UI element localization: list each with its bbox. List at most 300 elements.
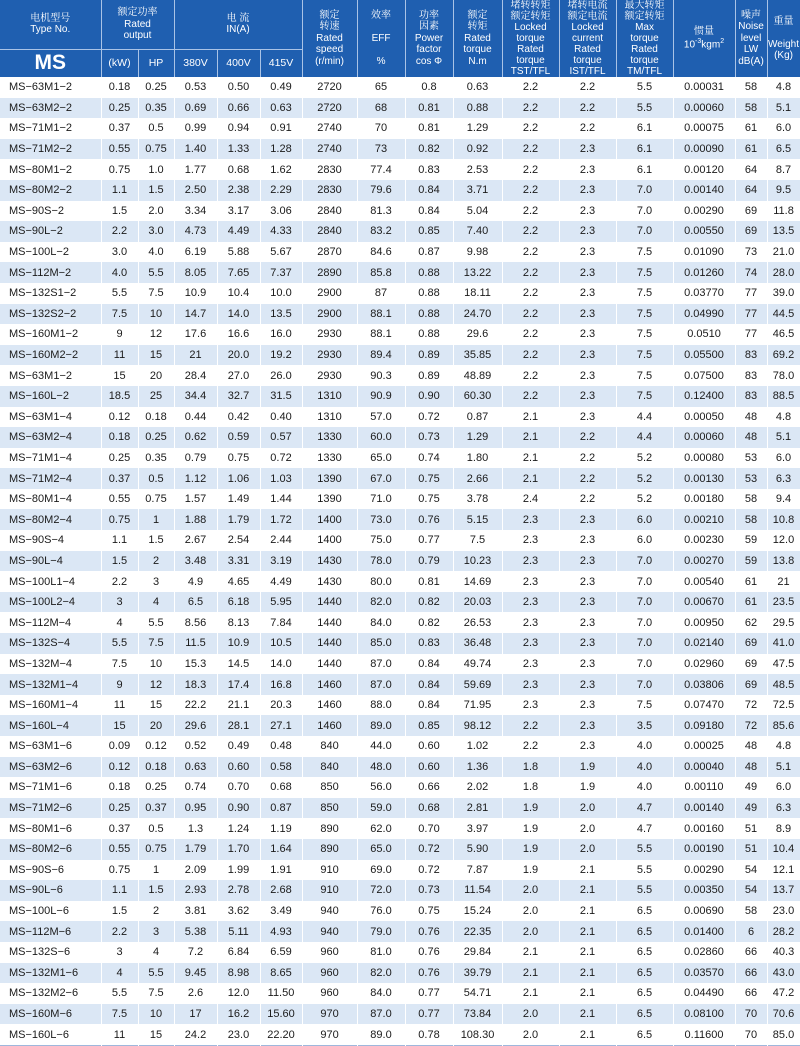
value-cell: 49	[735, 798, 767, 819]
value-cell: 1.3	[174, 818, 217, 839]
value-cell: 61	[735, 571, 767, 592]
value-cell: 0.00190	[673, 839, 735, 860]
value-cell: 25	[138, 386, 174, 407]
value-cell: 10.0	[260, 283, 302, 304]
value-cell: 4.0	[616, 757, 673, 778]
value-cell: 2.3	[559, 509, 616, 530]
value-cell: 1.02	[453, 736, 502, 757]
value-cell: 0.37	[101, 118, 138, 139]
value-cell: 2.2	[502, 345, 559, 366]
model-cell: MS−100L1−4	[0, 571, 101, 592]
value-cell: 0.77	[405, 530, 453, 551]
value-cell: 0.5	[138, 118, 174, 139]
value-cell: 2.3	[502, 633, 559, 654]
value-cell: 0.85	[405, 715, 453, 736]
value-cell: 8.56	[174, 612, 217, 633]
value-cell: 6.0	[616, 530, 673, 551]
value-cell: 6.1	[616, 118, 673, 139]
power-header: 额定功率 Rated output	[101, 0, 174, 49]
value-cell: 1.79	[217, 509, 260, 530]
value-cell: 40.3	[767, 942, 800, 963]
value-cell: 21.1	[217, 695, 260, 716]
value-cell: 2.2	[559, 468, 616, 489]
value-cell: 0.02960	[673, 654, 735, 675]
value-cell: 2.1	[502, 448, 559, 469]
model-cell: MS−63M1−6	[0, 736, 101, 757]
value-cell: 2.2	[101, 221, 138, 242]
value-cell: 13.5	[260, 304, 302, 325]
value-cell: 7.65	[217, 262, 260, 283]
value-cell: 0.59	[217, 427, 260, 448]
value-cell: 48.0	[357, 757, 405, 778]
value-cell: 0.83	[405, 633, 453, 654]
value-cell: 2.3	[502, 530, 559, 551]
value-cell: 65.0	[357, 839, 405, 860]
value-cell: 1.1	[101, 530, 138, 551]
value-cell: 21	[767, 571, 800, 592]
value-cell: 7.5	[453, 530, 502, 551]
model-cell: MS−80M2−6	[0, 839, 101, 860]
value-cell: 5.1	[767, 98, 800, 119]
value-cell: 87.0	[357, 1004, 405, 1025]
value-cell: 0.81	[405, 118, 453, 139]
value-cell: 1.9	[502, 860, 559, 881]
value-cell: 0.25	[101, 798, 138, 819]
value-cell: 0.07470	[673, 695, 735, 716]
value-cell: 28.2	[767, 921, 800, 942]
value-cell: 14.0	[260, 654, 302, 675]
model-cell: MS−63M2−6	[0, 757, 101, 778]
value-cell: 73.84	[453, 1004, 502, 1025]
value-cell: 5.67	[260, 242, 302, 263]
value-cell: 7.5	[616, 345, 673, 366]
value-cell: 5.2	[616, 489, 673, 510]
value-cell: 0.01260	[673, 262, 735, 283]
value-cell: 2740	[302, 118, 357, 139]
model-cell: MS−63M2−2	[0, 98, 101, 119]
value-cell: 7.0	[616, 571, 673, 592]
value-cell: 2.44	[260, 530, 302, 551]
value-cell: 0.00025	[673, 736, 735, 757]
value-cell: 2.38	[217, 180, 260, 201]
table-row	[0, 860, 800, 881]
value-cell: 6	[735, 921, 767, 942]
value-cell: 6.1	[616, 159, 673, 180]
unit-kw: (kW)	[101, 49, 138, 77]
table-row	[0, 427, 800, 448]
value-cell: 2.1	[559, 921, 616, 942]
value-cell: 6.5	[616, 983, 673, 1004]
value-cell: 54.71	[453, 983, 502, 1004]
value-cell: 1390	[302, 468, 357, 489]
value-cell: 0.75	[405, 489, 453, 510]
table-row	[0, 407, 800, 428]
value-cell: 2.3	[502, 509, 559, 530]
value-cell: 0.03806	[673, 674, 735, 695]
value-cell: 0.76	[405, 942, 453, 963]
value-cell: 0.00290	[673, 860, 735, 881]
value-cell: 1440	[302, 592, 357, 613]
value-cell: 2.3	[502, 654, 559, 675]
value-cell: 29.6	[453, 324, 502, 345]
value-cell: 79.0	[357, 921, 405, 942]
value-cell: 1.5	[138, 180, 174, 201]
value-cell: 4.0	[616, 777, 673, 798]
value-cell: 48	[735, 407, 767, 428]
value-cell: 3.78	[453, 489, 502, 510]
value-cell: 7.5	[138, 283, 174, 304]
value-cell: 8.9	[767, 818, 800, 839]
value-cell: 4.8	[767, 736, 800, 757]
value-cell: 0.75	[138, 139, 174, 160]
value-cell: 0.12	[138, 736, 174, 757]
value-cell: 4.9	[174, 571, 217, 592]
value-cell: 0.02860	[673, 942, 735, 963]
value-cell: 0.89	[405, 345, 453, 366]
value-cell: 3.49	[260, 901, 302, 922]
value-cell: 89.4	[357, 345, 405, 366]
value-cell: 0.37	[101, 818, 138, 839]
value-cell: 5.1	[767, 757, 800, 778]
value-cell: 2.2	[559, 98, 616, 119]
value-cell: 0.25	[101, 98, 138, 119]
model-cell: MS−80M1−2	[0, 159, 101, 180]
value-cell: 1.8	[502, 777, 559, 798]
value-cell: 2.29	[260, 180, 302, 201]
value-cell: 6.5	[767, 139, 800, 160]
model-cell: MS−63M1−4	[0, 407, 101, 428]
model-cell: MS−71M1−6	[0, 777, 101, 798]
value-cell: 0.74	[405, 448, 453, 469]
value-cell: 76.0	[357, 901, 405, 922]
value-cell: 0.25	[138, 777, 174, 798]
value-cell: 0.00180	[673, 489, 735, 510]
model-cell: MS−100L−2	[0, 242, 101, 263]
value-cell: 12.0	[767, 530, 800, 551]
power-factor-header: 功率 因素 Power factor cos Φ	[405, 0, 453, 77]
value-cell: 2.0	[502, 1004, 559, 1025]
value-cell: 58	[735, 489, 767, 510]
value-cell: 0.09	[101, 736, 138, 757]
value-cell: 22.2	[174, 695, 217, 716]
value-cell: 2.1	[502, 983, 559, 1004]
value-cell: 24.70	[453, 304, 502, 325]
value-cell: 2.2	[502, 242, 559, 263]
value-cell: 2	[138, 551, 174, 572]
value-cell: 14.0	[217, 304, 260, 325]
model-cell: MS−80M1−6	[0, 818, 101, 839]
value-cell: 7.37	[260, 262, 302, 283]
value-cell: 6.3	[767, 798, 800, 819]
value-cell: 108.30	[453, 1024, 502, 1045]
value-cell: 1330	[302, 427, 357, 448]
value-cell: 0.66	[405, 777, 453, 798]
value-cell: 23.0	[767, 901, 800, 922]
unit-400v: 400V	[217, 49, 260, 77]
value-cell: 16.0	[260, 324, 302, 345]
value-cell: 4.49	[260, 571, 302, 592]
value-cell: 0.12	[101, 407, 138, 428]
value-cell: 0.00950	[673, 612, 735, 633]
value-cell: 10	[138, 654, 174, 675]
value-cell: 1430	[302, 551, 357, 572]
model-cell: MS−160L−4	[0, 715, 101, 736]
value-cell: 0.01090	[673, 242, 735, 263]
value-cell: 2.1	[559, 963, 616, 984]
model-cell: MS−71M1−2	[0, 118, 101, 139]
value-cell: 2.1	[559, 901, 616, 922]
table-row	[0, 530, 800, 551]
value-cell: 56.0	[357, 777, 405, 798]
value-cell: 0.0510	[673, 324, 735, 345]
value-cell: 73	[735, 242, 767, 263]
value-cell: 6.5	[174, 592, 217, 613]
value-cell: 8.7	[767, 159, 800, 180]
value-cell: 2.2	[101, 921, 138, 942]
value-cell: 2.3	[559, 365, 616, 386]
value-cell: 3.5	[616, 715, 673, 736]
value-cell: 2.3	[559, 221, 616, 242]
value-cell: 0.63	[174, 757, 217, 778]
value-cell: 13.7	[767, 880, 800, 901]
value-cell: 69	[735, 654, 767, 675]
value-cell: 35.85	[453, 345, 502, 366]
value-cell: 2.1	[502, 468, 559, 489]
value-cell: 2900	[302, 283, 357, 304]
value-cell: 2.1	[502, 427, 559, 448]
value-cell: 6.5	[616, 901, 673, 922]
value-cell: 24.2	[174, 1024, 217, 1045]
value-cell: 2840	[302, 201, 357, 222]
value-cell: 2.3	[559, 262, 616, 283]
model-cell: MS−160M−6	[0, 1004, 101, 1025]
value-cell: 57.0	[357, 407, 405, 428]
value-cell: 2.53	[453, 159, 502, 180]
value-cell: 28.1	[217, 715, 260, 736]
value-cell: 79.6	[357, 180, 405, 201]
value-cell: 0.00350	[673, 880, 735, 901]
value-cell: 0.99	[174, 118, 217, 139]
value-cell: 73	[357, 139, 405, 160]
value-cell: 66	[735, 983, 767, 1004]
value-cell: 0.00075	[673, 118, 735, 139]
torque-header: 额定 转矩 Rated torque N.m	[453, 0, 502, 77]
value-cell: 0.01400	[673, 921, 735, 942]
value-cell: 60.30	[453, 386, 502, 407]
value-cell: 3.62	[217, 901, 260, 922]
value-cell: 2870	[302, 242, 357, 263]
value-cell: 0.50	[217, 77, 260, 98]
value-cell: 47.5	[767, 654, 800, 675]
value-cell: 2.3	[559, 571, 616, 592]
value-cell: 10.4	[217, 283, 260, 304]
efficiency-header: 效率 EFF %	[357, 0, 405, 77]
value-cell: 0.84	[405, 180, 453, 201]
value-cell: 1	[138, 509, 174, 530]
value-cell: 0.89	[405, 365, 453, 386]
value-cell: 7.0	[616, 180, 673, 201]
value-cell: 65.0	[357, 448, 405, 469]
value-cell: 5.90	[453, 839, 502, 860]
value-cell: 0.04490	[673, 983, 735, 1004]
value-cell: 18.5	[101, 386, 138, 407]
value-cell: 20.03	[453, 592, 502, 613]
value-cell: 1.5	[138, 530, 174, 551]
value-cell: 0.37	[101, 468, 138, 489]
value-cell: 0.72	[405, 860, 453, 881]
value-cell: 0.5	[138, 818, 174, 839]
value-cell: 15	[101, 365, 138, 386]
model-cell: MS−100L−6	[0, 901, 101, 922]
value-cell: 5.15	[453, 509, 502, 530]
value-cell: 3.19	[260, 551, 302, 572]
value-cell: 13.5	[767, 221, 800, 242]
value-cell: 0.87	[405, 242, 453, 263]
value-cell: 2.0	[502, 1024, 559, 1045]
value-cell: 0.81	[405, 571, 453, 592]
current-header: 电 流 IN(A)	[174, 0, 302, 49]
value-cell: 0.00160	[673, 818, 735, 839]
locked-torque-header: 堵转转矩 额定转矩 Locked torque Rated torque TST/TFL	[502, 0, 559, 77]
value-cell: 0.00130	[673, 468, 735, 489]
value-cell: 71.0	[357, 489, 405, 510]
value-cell: 0.88	[405, 283, 453, 304]
value-cell: 2.0	[559, 798, 616, 819]
value-cell: 1310	[302, 407, 357, 428]
table-row	[0, 942, 800, 963]
model-cell: MS−160M2−2	[0, 345, 101, 366]
table-row	[0, 118, 800, 139]
value-cell: 69.2	[767, 345, 800, 366]
value-cell: 2840	[302, 221, 357, 242]
table-row	[0, 159, 800, 180]
value-cell: 1.33	[217, 139, 260, 160]
value-cell: 2.2	[559, 427, 616, 448]
value-cell: 7.0	[616, 592, 673, 613]
value-cell: 87.0	[357, 654, 405, 675]
table-row	[0, 283, 800, 304]
value-cell: 7.5	[616, 262, 673, 283]
value-cell: 2.2	[502, 180, 559, 201]
model-cell: MS−132S−4	[0, 633, 101, 654]
value-cell: 0.82	[405, 592, 453, 613]
value-cell: 2.1	[559, 1024, 616, 1045]
value-cell: 5.2	[616, 468, 673, 489]
value-cell: 2.02	[453, 777, 502, 798]
value-cell: 18.3	[174, 674, 217, 695]
value-cell: 90.9	[357, 386, 405, 407]
value-cell: 39.79	[453, 963, 502, 984]
value-cell: 0.79	[174, 448, 217, 469]
value-cell: 3.31	[217, 551, 260, 572]
value-cell: 3	[101, 942, 138, 963]
value-cell: 7.5	[616, 386, 673, 407]
value-cell: 0.00031	[673, 77, 735, 98]
value-cell: 1440	[302, 612, 357, 633]
value-cell: 77	[735, 324, 767, 345]
value-cell: 59.0	[357, 798, 405, 819]
value-cell: 44.5	[767, 304, 800, 325]
value-cell: 69	[735, 221, 767, 242]
value-cell: 60.0	[357, 427, 405, 448]
model-cell: MS−132M2−6	[0, 983, 101, 1004]
value-cell: 27.1	[260, 715, 302, 736]
model-cell: MS−80M2−2	[0, 180, 101, 201]
value-cell: 48	[735, 427, 767, 448]
value-cell: 43.0	[767, 963, 800, 984]
value-cell: 6.5	[616, 942, 673, 963]
value-cell: 0.09180	[673, 715, 735, 736]
model-cell: MS−90L−4	[0, 551, 101, 572]
value-cell: 0.84	[405, 695, 453, 716]
value-cell: 0.02140	[673, 633, 735, 654]
table-row	[0, 592, 800, 613]
value-cell: 2.2	[502, 715, 559, 736]
value-cell: 0.82	[405, 139, 453, 160]
value-cell: 2830	[302, 159, 357, 180]
value-cell: 36.48	[453, 633, 502, 654]
value-cell: 0.76	[405, 963, 453, 984]
value-cell: 1400	[302, 530, 357, 551]
value-cell: 34.4	[174, 386, 217, 407]
value-cell: 81.3	[357, 201, 405, 222]
value-cell: 1.72	[260, 509, 302, 530]
value-cell: 16.8	[260, 674, 302, 695]
value-cell: 1	[138, 860, 174, 881]
value-cell: 0.94	[217, 118, 260, 139]
value-cell: 66	[735, 942, 767, 963]
model-cell: MS−132M−4	[0, 654, 101, 675]
value-cell: 2.3	[502, 592, 559, 613]
value-cell: 58	[735, 98, 767, 119]
value-cell: 7.5	[101, 1004, 138, 1025]
value-cell: 0.18	[101, 427, 138, 448]
value-cell: 16.6	[217, 324, 260, 345]
value-cell: 1.5	[138, 880, 174, 901]
value-cell: 7.5	[138, 633, 174, 654]
value-cell: 9.98	[453, 242, 502, 263]
table-row	[0, 736, 800, 757]
value-cell: 48.89	[453, 365, 502, 386]
table-row	[0, 674, 800, 695]
value-cell: 11.50	[260, 983, 302, 1004]
value-cell: 2.3	[559, 633, 616, 654]
value-cell: 1.44	[260, 489, 302, 510]
value-cell: 77	[735, 304, 767, 325]
value-cell: 2.3	[559, 530, 616, 551]
value-cell: 75.0	[357, 530, 405, 551]
value-cell: 0.75	[101, 509, 138, 530]
value-cell: 840	[302, 757, 357, 778]
value-cell: 0.63	[260, 98, 302, 119]
value-cell: 49	[735, 777, 767, 798]
value-cell: 4	[138, 942, 174, 963]
value-cell: 1440	[302, 633, 357, 654]
value-cell: 0.00670	[673, 592, 735, 613]
value-cell: 2.2	[502, 221, 559, 242]
value-cell: 4.73	[174, 221, 217, 242]
value-cell: 4.4	[616, 407, 673, 428]
value-cell: 0.69	[174, 98, 217, 119]
table-row	[0, 139, 800, 160]
value-cell: 7.5	[616, 242, 673, 263]
value-cell: 7.0	[616, 674, 673, 695]
value-cell: 1.1	[101, 180, 138, 201]
value-cell: 0.60	[405, 736, 453, 757]
value-cell: 0.63	[453, 77, 502, 98]
value-cell: 4.0	[616, 736, 673, 757]
value-cell: 0.57	[260, 427, 302, 448]
